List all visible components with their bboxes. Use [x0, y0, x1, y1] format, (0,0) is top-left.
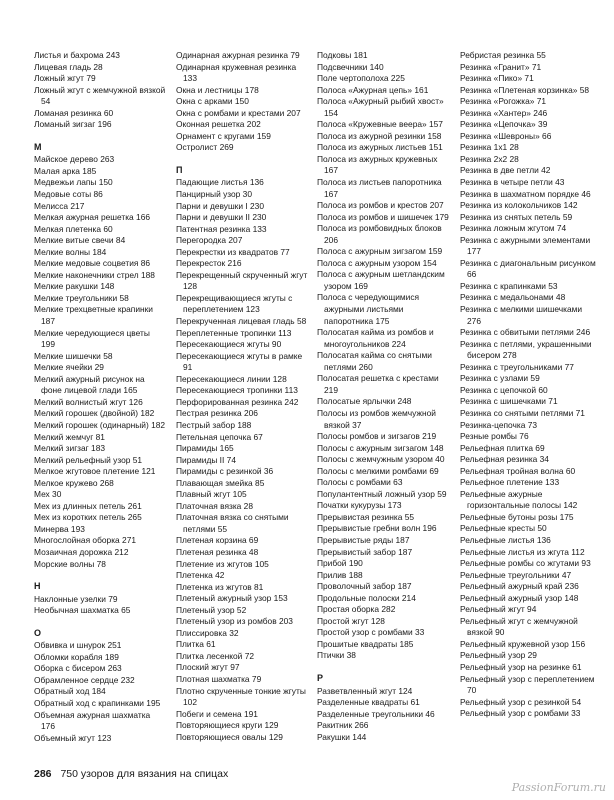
index-entry: Резинка 1x1 28	[460, 142, 519, 153]
index-column-1	[34, 50, 166, 744]
index-entry: Подсвечники 140	[317, 61, 384, 72]
index-entry: Пестрая резинка 206	[176, 408, 258, 419]
index-entry: Резинка «Цепочка» 39	[460, 119, 548, 130]
index-entry: Резинка с ажурными элементами 177	[460, 234, 591, 257]
index-entry: Рельефный узор на резинке 61	[460, 661, 582, 672]
index-entry: Пирамиды 165	[176, 443, 234, 454]
index-entry: Мех 30	[34, 489, 62, 500]
index-entry: Резинка из колокольчиков 142	[460, 200, 578, 211]
index-entry: Плитка 61	[176, 639, 216, 650]
index-entry: Перфорированная резинка 242	[176, 396, 299, 407]
index-entry: Плетеный ажурный узор 153	[176, 593, 288, 604]
index-entry: Резинка с петлями, украшенными бисером 278	[460, 338, 592, 361]
index-entry: Платочная вязка 28	[176, 500, 253, 511]
index-entry: Резинка с шишечками 71	[460, 396, 558, 407]
index-entry: Прибой 190	[317, 558, 363, 569]
index-entry: Полоса из ажурных листьев 151	[317, 142, 443, 153]
index-entry: Ракитник 266	[317, 720, 369, 731]
index-entry: Панцирный узор 30	[176, 189, 252, 200]
index-entry: Резинка в две петли 42	[460, 165, 551, 176]
index-entry: Полосы с жемчужным узором 40	[317, 454, 445, 465]
index-entry: Рельефные листья 136	[460, 534, 551, 545]
index-entry: Пересекающиеся жгуты 90	[176, 339, 282, 350]
index-entry: Ломаный зигзаг 196	[34, 119, 112, 130]
index-entry: Резинка из снятых петель 59	[460, 211, 573, 222]
index-entry: Наклонные узелки 79	[34, 593, 118, 604]
section-letter: П	[176, 164, 183, 175]
index-entry: Пестрый забор 188	[176, 419, 252, 430]
index-entry: Прерывистый забор 187	[317, 546, 413, 557]
index-entry: Рельефные ажурные горизонтальные полосы 142	[460, 488, 578, 511]
index-entry: Переплетенные тропинки 113	[176, 327, 292, 338]
index-entry: Плиссировка 32	[176, 627, 239, 638]
index-entry: Мелкие медовые соцветия 86	[34, 258, 151, 269]
index-entry: Плетеная корзина 69	[176, 535, 259, 546]
index-entry: Рельефное плетение 133	[460, 477, 560, 488]
book-title: 750 узоров для вязания на спицах	[60, 768, 229, 780]
index-entry: Мелкие шишечки 58	[34, 350, 113, 361]
index-entry: Полоса с ажурным узором 154	[317, 257, 437, 268]
index-entry: Полоса «Ажурный рыбий хвост» 154	[317, 96, 444, 118]
index-entry: Резинка «Гранит» 71	[460, 61, 542, 72]
index-entry: Мелкие треугольники 58	[34, 292, 129, 303]
index-entry: Пирамиды с резинкой 36	[176, 466, 274, 477]
index-entry: Поле чертополоха 225	[317, 73, 405, 84]
section-letter: Н	[34, 581, 41, 592]
index-entry: Разветвленный жгут 124	[317, 685, 413, 696]
index-entry: Полосатая решетка с крестами 219	[317, 373, 439, 395]
index-entry: Листья и бахрома 243	[34, 50, 120, 60]
index-entry: Резинка ложным жгутом 74	[460, 223, 567, 234]
index-entry: Резинка с треугольниками 77	[460, 361, 574, 372]
index-entry: Резинка «Рогожка» 71	[460, 96, 547, 107]
index-entry: Резинка с диагональным рисунком 66	[460, 257, 596, 280]
index-entry: Мелкие ракушки 148	[34, 281, 115, 292]
index-entry: Резинка с мелкими шишечками 276	[460, 304, 583, 326]
index-entry: Полоса из ажурной резинки 158	[317, 130, 442, 141]
index-entry: Окна с арками 150	[176, 96, 249, 107]
index-entry: Окна с ромбами и крестами 207	[176, 107, 301, 118]
index-entry: Полосатая кайма из ромбов и многоугольников 224	[317, 327, 434, 349]
index-entry: Орнамент с кругами 159	[176, 130, 271, 141]
index-entry: Ложный жгут с жемчужной вязкой 54	[34, 84, 166, 107]
index-entry: Резинка 2x2 28	[460, 153, 519, 164]
index-entry: Мех из длинных петель 261	[34, 500, 142, 511]
index-entry: Мелкий горошек (двойной) 182	[34, 408, 155, 419]
index-entry: Резинка «Хантер» 246	[460, 107, 548, 118]
section-letter: М	[34, 141, 42, 152]
index-entry: Полосы из ромбов жемчужной вязкой 37	[317, 407, 436, 430]
index-entry: Полосатая кайма со снятыми петлями 260	[317, 350, 432, 372]
index-entry: Ломаная резинка 60	[34, 107, 114, 118]
index-entry: Прерывистая резинка 55	[317, 511, 415, 522]
index-entry: Полоса «Ажурная цепь» 161	[317, 84, 429, 95]
index-entry: Плотно скрученные тонкие жгуты 102	[176, 685, 306, 708]
index-entry: Полоса из ромбов и шишечек 179	[317, 211, 449, 222]
index-entry: Мелкий зигзаг 183	[34, 443, 106, 454]
index-entry: Объемная ажурная шахматка 176	[34, 709, 151, 732]
index-entry: Перегородка 207	[176, 235, 243, 246]
index-entry: Одинарная кружевная резинка 133	[176, 61, 297, 84]
index-column-4	[460, 50, 596, 720]
index-entry: Рельефный ажурный узор 148	[460, 592, 579, 603]
index-entry: Мелкие витые свечи 84	[34, 235, 126, 246]
index-entry: Продольные полоски 214	[317, 592, 416, 603]
index-entry: Рельефные листья из жгута 112	[460, 546, 585, 557]
section-letter: Р	[317, 672, 324, 683]
index-entry: Рельефная тройная волна 60	[460, 465, 576, 476]
index-entry: Резинка с узлами 59	[460, 373, 540, 384]
index-entry: Медовые соты 86	[34, 189, 103, 200]
index-entry: Полоса из листьев папоротника 167	[317, 177, 442, 199]
index-entry: Рельефный узор с ромбами 33	[460, 708, 581, 719]
index-entry: Плетенка 42	[176, 570, 225, 581]
index-entry: Рельефный кружевной узор 156	[460, 638, 586, 649]
index-entry: Перекрещивающиеся жгуты с переплетением 123	[176, 292, 293, 315]
index-entry: Ракушки 144	[317, 731, 367, 742]
section-letter: О	[34, 627, 42, 638]
index-entry: Резинка с крапинками 53	[460, 280, 558, 291]
index-entry: Оборка с бисером 263	[34, 663, 122, 674]
index-entry: Обвивка и шнурок 251	[34, 640, 122, 651]
index-entry: Мелкие волны 184	[34, 246, 107, 257]
index-entry: Обратный ход с крапинками 195	[34, 697, 161, 708]
index-entry: Полоса «Кружевные веера» 157	[317, 119, 443, 130]
index-entry: Обрамленное сердце 232	[34, 674, 135, 685]
index-entry: Одинарная ажурная резинка 79	[176, 50, 300, 60]
index-entry: Многослойная оборка 271	[34, 535, 137, 546]
index-entry: Плетеная резинка 48	[176, 546, 259, 557]
index-entry: Повторяющиеся овалы 129	[176, 731, 283, 742]
index-entry: Проволочный забор 187	[317, 581, 412, 592]
index-entry: Побеги и семена 191	[176, 708, 258, 719]
index-entry: Плотная шахматка 79	[176, 673, 262, 684]
index-entry: Резинка в шахматном порядке 46	[460, 188, 591, 199]
index-entry: Парни и девушки II 230	[176, 212, 267, 223]
index-entry: Мелкие ячейки 29	[34, 362, 104, 373]
index-entry: Полоса с ажурным зигзагом 159	[317, 246, 443, 257]
index-entry: Разделенные квадраты 61	[317, 697, 420, 708]
index-entry: Початки кукурузы 173	[317, 500, 402, 511]
index-entry: Пирамиды II 74	[176, 454, 236, 465]
index-entry: Пересекающиеся тропинки 113	[176, 385, 298, 396]
index-entry: Малая арка 185	[34, 165, 97, 176]
index-entry: Плитка лесенкой 72	[176, 650, 255, 661]
index-entry: Рельефные бутоны розы 175	[460, 511, 574, 522]
index-entry: Минерва 193	[34, 523, 85, 534]
index-entry: Падающие листья 136	[176, 177, 264, 188]
index-entry: Остролист 269	[176, 142, 234, 153]
index-entry: Подковы 181	[317, 50, 368, 60]
index-entry: Плетение из жгутов 105	[176, 558, 269, 569]
index-entry: Разделенные треугольники 46	[317, 708, 435, 719]
index-entry: Полосы с ромбами 63	[317, 477, 403, 488]
index-entry: Резинка с цепочкой 60	[460, 384, 548, 395]
index-entry: Прошитые квадраты 185	[317, 638, 414, 649]
index-entry: Мелкий горошек (одинарный) 182	[34, 419, 166, 430]
index-entry: Парни и девушки I 230	[176, 200, 264, 211]
index-entry: Петельная цепочка 67	[176, 431, 263, 442]
index-entry: Перекрещенный скрученный жгут 128	[176, 269, 308, 292]
index-entry: Полоса с ажурным шетландским узором 169	[317, 269, 445, 291]
index-column-3	[317, 50, 453, 743]
index-entry: Полоса из ажурных кружевных 167	[317, 153, 438, 176]
index-entry: Рельефная плитка 69	[460, 442, 545, 453]
index-entry: Мелкий рельефный узор 51	[34, 454, 143, 465]
index-entry: Популантентный ложный узор 59	[317, 488, 447, 499]
index-entry: Плоский жгут 97	[176, 662, 240, 673]
index-entry: Резинка «Плетеная корзинка» 58	[460, 84, 590, 95]
index-entry: Мелкое кружево 268	[34, 477, 114, 488]
index-entry: Лицевая гладь 28	[34, 61, 103, 72]
index-entry: Рельефный узор 29	[460, 650, 537, 661]
index-entry: Рельефный узор с резинкой 54	[460, 696, 582, 707]
index-entry: Майское дерево 263	[34, 154, 115, 165]
index-entry: Рельефные ромбы со жгутами 93	[460, 558, 591, 569]
index-entry: Резинка в четыре петли 43	[460, 177, 565, 188]
index-entry: Полосы ромбов и зигзагов 219	[317, 431, 437, 442]
index-entry: Перекресток 216	[176, 258, 242, 269]
index-entry: Ложный жгут 79	[34, 73, 96, 84]
index-column-2	[176, 50, 312, 743]
index-entry: Необычная шахматка 65	[34, 605, 131, 616]
index-entry: Рельефная резинка 34	[460, 454, 549, 465]
index-entry: Мелкая плетенка 60	[34, 223, 113, 234]
index-entry: Плетеный узор из ромбов 203	[176, 616, 293, 627]
index-entry: Пересекающиеся жгуты в рамке 91	[176, 350, 303, 373]
index-entry: Платочная вязка со снятыми петлями 55	[176, 512, 289, 534]
index-entry: Рельефный жгут 94	[460, 604, 537, 615]
index-entry: Птички 38	[317, 650, 356, 661]
index-entry: Плавающая змейка 85	[176, 477, 265, 488]
index-entry: Прилив 188	[317, 569, 363, 580]
index-entry: Резинка «Пико» 71	[460, 73, 534, 84]
index-entry: Мелкая ажурная решетка 166	[34, 212, 151, 223]
index-entry: Оконная решетка 202	[176, 119, 261, 130]
index-entry: Обломки корабля 189	[34, 651, 119, 662]
index-entry: Перекрестки из квадратов 77	[176, 246, 290, 257]
index-entry: Полосы с мелкими ромбами 69	[317, 465, 439, 476]
index-entry: Мелисса 217	[34, 200, 85, 211]
index-entry: Простой жгут 128	[317, 615, 385, 626]
index-entry: Объемный жгут 123	[34, 732, 112, 743]
index-entry: Полосы с ажурным зигзагом 148	[317, 442, 444, 453]
index-entry: Полоса с чередующимися ажурными листьями папоротника 175	[317, 292, 420, 326]
index-entry: Резинка с обвитыми петлями 246	[460, 327, 591, 338]
index-entry: Повторяющиеся круги 129	[176, 720, 279, 731]
index-entry: Плавный жгут 105	[176, 489, 247, 500]
index-entry: Рельефный узор с переплетением 70	[460, 673, 595, 696]
index-entry: Рельефный жгут с жемчужной вязкой 90	[460, 615, 578, 638]
watermark: PassionForum.ru	[511, 781, 606, 794]
index-entry: Пересекающиеся линии 128	[176, 373, 287, 384]
index-entry: Прерывистые ряды 187	[317, 534, 410, 545]
index-entry: Перекрученная лицевая гладь 58	[176, 316, 307, 327]
index-entry: Мелкий волнистый жгут 126	[34, 396, 143, 407]
index-entry: Плетенка из жгутов 81	[176, 581, 264, 592]
index-entry: Простой узор с ромбами 33	[317, 627, 425, 638]
index-entry: Обратный ход 184	[34, 686, 106, 697]
index-entry: Резинка с медальонами 48	[460, 292, 566, 303]
index-entry: Мелкие наконечники стрел 188	[34, 269, 155, 280]
index-entry: Окна и лестницы 178	[176, 84, 259, 95]
index-entry: Резинка со снятыми петлями 71	[460, 407, 585, 418]
index-entry: Рельефные треугольники 47	[460, 569, 572, 580]
index-entry: Мелкие трехцветные крапинки 187	[34, 304, 153, 327]
index-entry: Мозаичная дорожка 212	[34, 546, 129, 557]
index-entry: Прерывистые гребни волн 196	[317, 523, 437, 534]
index-entry: Резинка «Шевроны» 66	[460, 130, 552, 141]
index-entry: Простая оборка 282	[317, 604, 396, 615]
index-entry: Рельефный ажурный край 236	[460, 581, 579, 592]
index-entry: Мелкие чередующиеся цветы 199	[34, 327, 150, 350]
page-number: 286	[34, 768, 52, 780]
index-entry: Резинка-цепочка 73	[460, 419, 538, 430]
index-entry: Патентная резинка 133	[176, 223, 267, 234]
index-entry: Резные ромбы 76	[460, 431, 529, 442]
index-entry: Медвежьи лапы 150	[34, 177, 113, 188]
index-entry: Полоса из ромбовидных блоков 206	[317, 223, 442, 245]
index-entry: Морские волны 78	[34, 558, 106, 569]
index-entry: Плетеный узор 52	[176, 604, 247, 615]
index-entry: Полоса из ромбов и крестов 207	[317, 200, 444, 211]
index-entry: Мелкое жгутовое плетение 121	[34, 466, 156, 477]
index-entry: Ребристая резинка 55	[460, 50, 546, 60]
index-entry: Мелкий ажурный рисунок на фоне лицевой глади 165	[34, 373, 145, 396]
page-footer	[34, 768, 228, 780]
index-entry: Полосатые ярлычки 248	[317, 396, 412, 407]
index-entry: Рельефные кресты 50	[460, 523, 547, 534]
index-entry: Мех из коротких петель 265	[34, 512, 142, 523]
index-entry: Мелкий жемчуг 81	[34, 431, 105, 442]
